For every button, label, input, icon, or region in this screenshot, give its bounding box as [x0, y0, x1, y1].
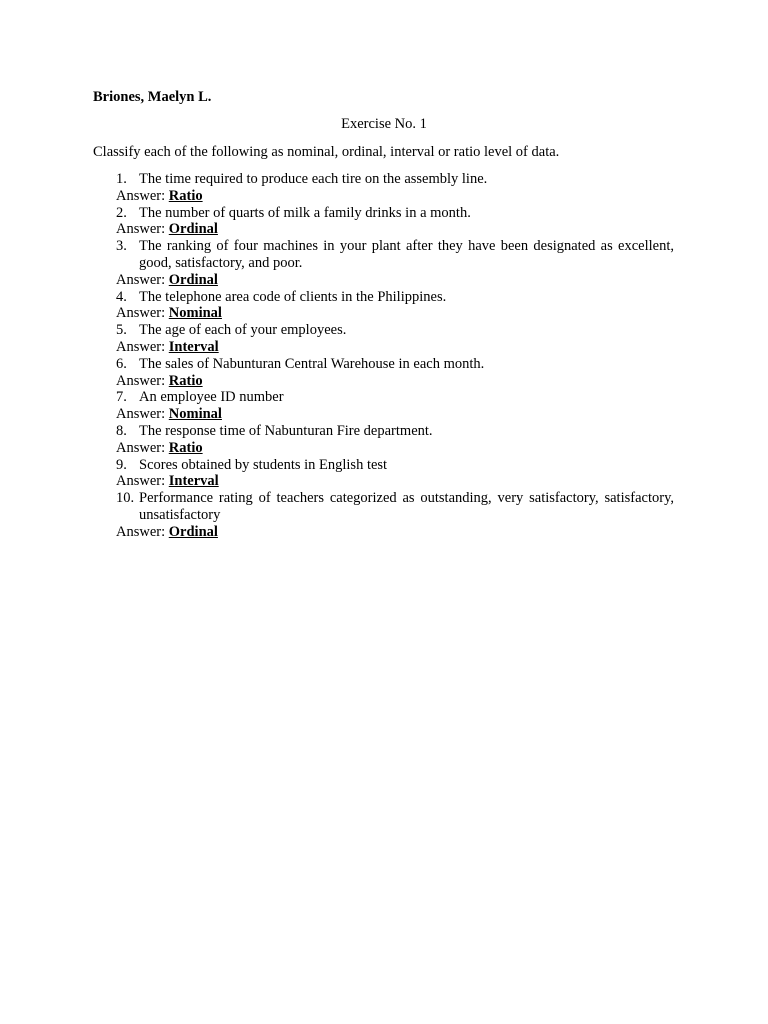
question-item-1 [116, 171, 674, 205]
question-number: 10. [116, 490, 135, 507]
question-number: 4. [116, 288, 127, 305]
exercise-title: Exercise No. 1 [341, 116, 427, 132]
question-text: The time required to produce each tire on the assembly line. [139, 171, 488, 187]
answer-line [116, 373, 674, 390]
question-text: The ranking of four machines in your plant after they have been designated as excellent, good, satisfactory, and poor. [139, 238, 674, 271]
author-name: Briones, Maelyn L. [93, 89, 212, 105]
answer-line [116, 339, 674, 356]
question-number: 1. [116, 171, 127, 187]
question-text: The telephone area code of clients in the Philippines. [139, 288, 447, 305]
answer-value: Ordinal [168, 221, 218, 238]
answer-value: Nominal [168, 305, 222, 322]
question-number: 2. [116, 204, 127, 221]
answer-line [116, 524, 674, 541]
question-item-3 [116, 238, 674, 288]
question-number: 5. [116, 322, 127, 339]
question-number: 3. [116, 238, 127, 255]
question-text: The number of quarts of milk a family drinks in a month. [139, 204, 471, 221]
question-item-7 [116, 389, 674, 423]
question-item-8 [116, 423, 674, 457]
question-text: Performance rating of teachers categorized as outstanding, very satisfactory, satisfactory, unsatisfactory [139, 490, 674, 523]
answer-label: Answer: [116, 221, 169, 238]
question-item-5 [116, 322, 674, 356]
answer-line [116, 440, 674, 457]
answer-line [116, 221, 674, 238]
question-item-2 [116, 205, 674, 239]
question-text: The sales of Nabunturan Central Warehouse in each month. [139, 355, 485, 372]
question-item-9 [116, 457, 674, 491]
question-number: 9. [116, 456, 127, 473]
answer-label: Answer: [116, 271, 169, 288]
question-number: 7. [116, 389, 127, 406]
answer-line [116, 305, 674, 322]
answer-value: Interval [168, 473, 219, 490]
question-text: Scores obtained by students in English test [139, 456, 388, 473]
answer-label: Answer: [116, 523, 169, 540]
answer-label: Answer: [116, 305, 169, 322]
question-number: 8. [116, 422, 127, 439]
question-number: 6. [116, 355, 127, 372]
question-list [116, 171, 674, 541]
instruction-text: Classify each of the following as nominal, ordinal, interval or ratio level of data. [93, 144, 560, 160]
question-text: The age of each of your employees. [139, 322, 347, 339]
answer-label: Answer: [116, 338, 169, 355]
answer-value: Interval [168, 338, 219, 355]
answer-label: Answer: [116, 473, 169, 490]
answer-value: Ratio [168, 372, 203, 389]
answer-value: Ordinal [168, 271, 218, 288]
question-item-10 [116, 490, 674, 540]
answer-line [116, 406, 674, 423]
answer-value: Ordinal [168, 523, 218, 540]
answer-label: Answer: [116, 187, 169, 204]
answer-value: Nominal [168, 406, 222, 423]
answer-value: Ratio [168, 439, 203, 456]
answer-line [116, 272, 674, 289]
question-item-4 [116, 289, 674, 323]
answer-label: Answer: [116, 406, 169, 423]
answer-label: Answer: [116, 372, 169, 389]
answer-line [116, 188, 674, 205]
answer-value: Ratio [168, 187, 203, 204]
question-item-6 [116, 356, 674, 390]
answer-line [116, 473, 674, 490]
question-text: An employee ID number [139, 389, 284, 406]
answer-label: Answer: [116, 439, 169, 456]
question-text: The response time of Nabunturan Fire department. [139, 422, 433, 439]
